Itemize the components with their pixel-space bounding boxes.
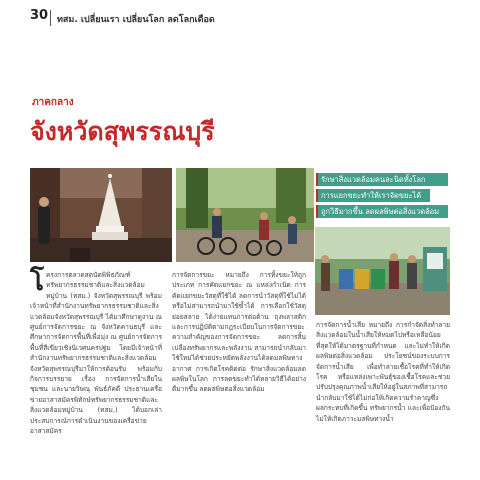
body-column-1-text: ครงการตลาดสดนัดพิพิธภัณฑ์ทรัพยากรธรรมชาติและสิ่งแวดล้อมหมู่บ้าน (ทสม.) จังหวัดสุพรรณบุรี พร้อมเจ้าหน้าที่สำนักงานทรัพยากรธรรมชาติและสิ่งแวดล้อมจังหวัดสุพรรณบุรี ได้มาศึกษาดูงาน ณ ศูนย์การจัดการขยะ ณ จังหวัดคานธบุรี และศึกษาการจัดการพื้นที่เพื่อมุ่ง ณ ศูนย์การจัดการพื้นที่สีเขียวเชิงนิเวศนครปฐม โดยมีเจ้าหน้าที่สำนักงานทรัพยากรธรรมชาติและสิ่งแวดล้อมจังหวัดสุพรรณบุรีมาให้การต้อนรับ พร้อมกับกิจการบรรยาย เรื่อง การจัดการน้ำเสียในชุมชน และนายวิษณุ พันธ์ภัคดี ประธานเครือข่ายอาสาสมัครพิทักษ์ทรัพยากรธรรมชาติและสิ่งแวดล้อมหมู่บ้าน (ทสม.) ได้บอกเล่าประสบการณ์การดำเนินงานของเครือข่ายอาสาสมัคร [30, 271, 162, 436]
caption-text-1: รักษาสิ่งแวดล้อมคนละนิดทั้งโลก [321, 175, 426, 184]
running-title: ทสม. เปลี่ยนเรา เปลี่ยนโลก ลดโลกเดือด [57, 15, 215, 25]
body-column-2 [172, 270, 306, 395]
caption-line-2 [316, 189, 430, 202]
body-column-2-text: การจัดการขยะ หมายถึง การทิ้งขยะให้ถูกประเภท การคัดแยกขยะ ณ แหล่งกำเนิด การคัดแยกขยะวัสดุที่ใช้ได้ ลดการนำวัสดุที่ใช้ไม่ได้หรือไม่สามารถนำมาใช้ซ้ำได้ การเลือกใช้วัสดุย่อยสลาย ได้ง่ายแทนการต่อต้าน ถุงพลาสติกและการปฏิบัติตามกฎระเบียบในการจัดการขยะ ความสำคัญของการจัดการขยะ ลดการสิ้นเปลืองทรัพยากรและพลังงาน สามารถนำกลับมาใช้ใหม่ได้ช่วยประหยัดพลังงานได้ลดมลพิษทางอากาศ การเกิดโรคติดต่อ รักษาสิ่งแวดล้อมลดผลพิษในโลก การลดขยะทำได้หลายวิธีได้อย่างดีมากขึ้น ลดผลพิษต่อสิ่งแวดล้อม [172, 271, 306, 394]
waste-sorting-photo [315, 227, 450, 315]
volunteers-cycling-photo [176, 168, 314, 262]
caption-line-1 [316, 173, 448, 186]
caption-text-3: ถูกวิธีมากขึ้น ลดผลพิษต่อสิ่งแวดล้อม [321, 207, 440, 216]
body-column-3 [316, 320, 450, 424]
header-divider [50, 10, 51, 26]
caption-line-3 [316, 205, 448, 218]
body-column-1 [30, 267, 162, 437]
caption-text-2: การแยกขยะทำให้เราจัดขยะได้ [321, 191, 422, 200]
drop-cap: โ [30, 267, 44, 297]
page-number: 30 [30, 8, 49, 23]
page-header [0, 0, 480, 36]
region-label: ภาคกลาง [32, 97, 74, 108]
museum-exhibit-photo [30, 168, 172, 262]
body-column-3-text: การจัดการน้ำเสีย หมายถึง การกำจัดสิ่งทำลายสิ่งแวดล้อมในน้ำเสียให้หมดไปหรือเหลือน้อยที่สุดให้ได้มาตรฐานที่กำหนด และไม่ทำให้เกิดผลพิษต่อสิ่งแวดล้อม ประโยชน์ของระบบการจัดการน้ำเสีย เพื่อทำลายเชื้อโรคที่ทำให้เกิดโรค หรือแหล่งเพาะพันธุ์ของเชื้อโรคและช่วยปรับปรุงคุณภาพน้ำเสียให้อยู่ในสภาพที่สามารถนำกลับมาใช้ได้ไม่ก่อให้เกิดความรำคาญซึ่งผลกระทบที่เกิดขึ้น ทรัพยากรน้ำ และเพื่อป้องกันไม่ให้เกิดภาวะมลพิษทางน้ำ [316, 321, 450, 423]
province-title: จังหวัดสุพรรณบุรี [30, 117, 215, 146]
